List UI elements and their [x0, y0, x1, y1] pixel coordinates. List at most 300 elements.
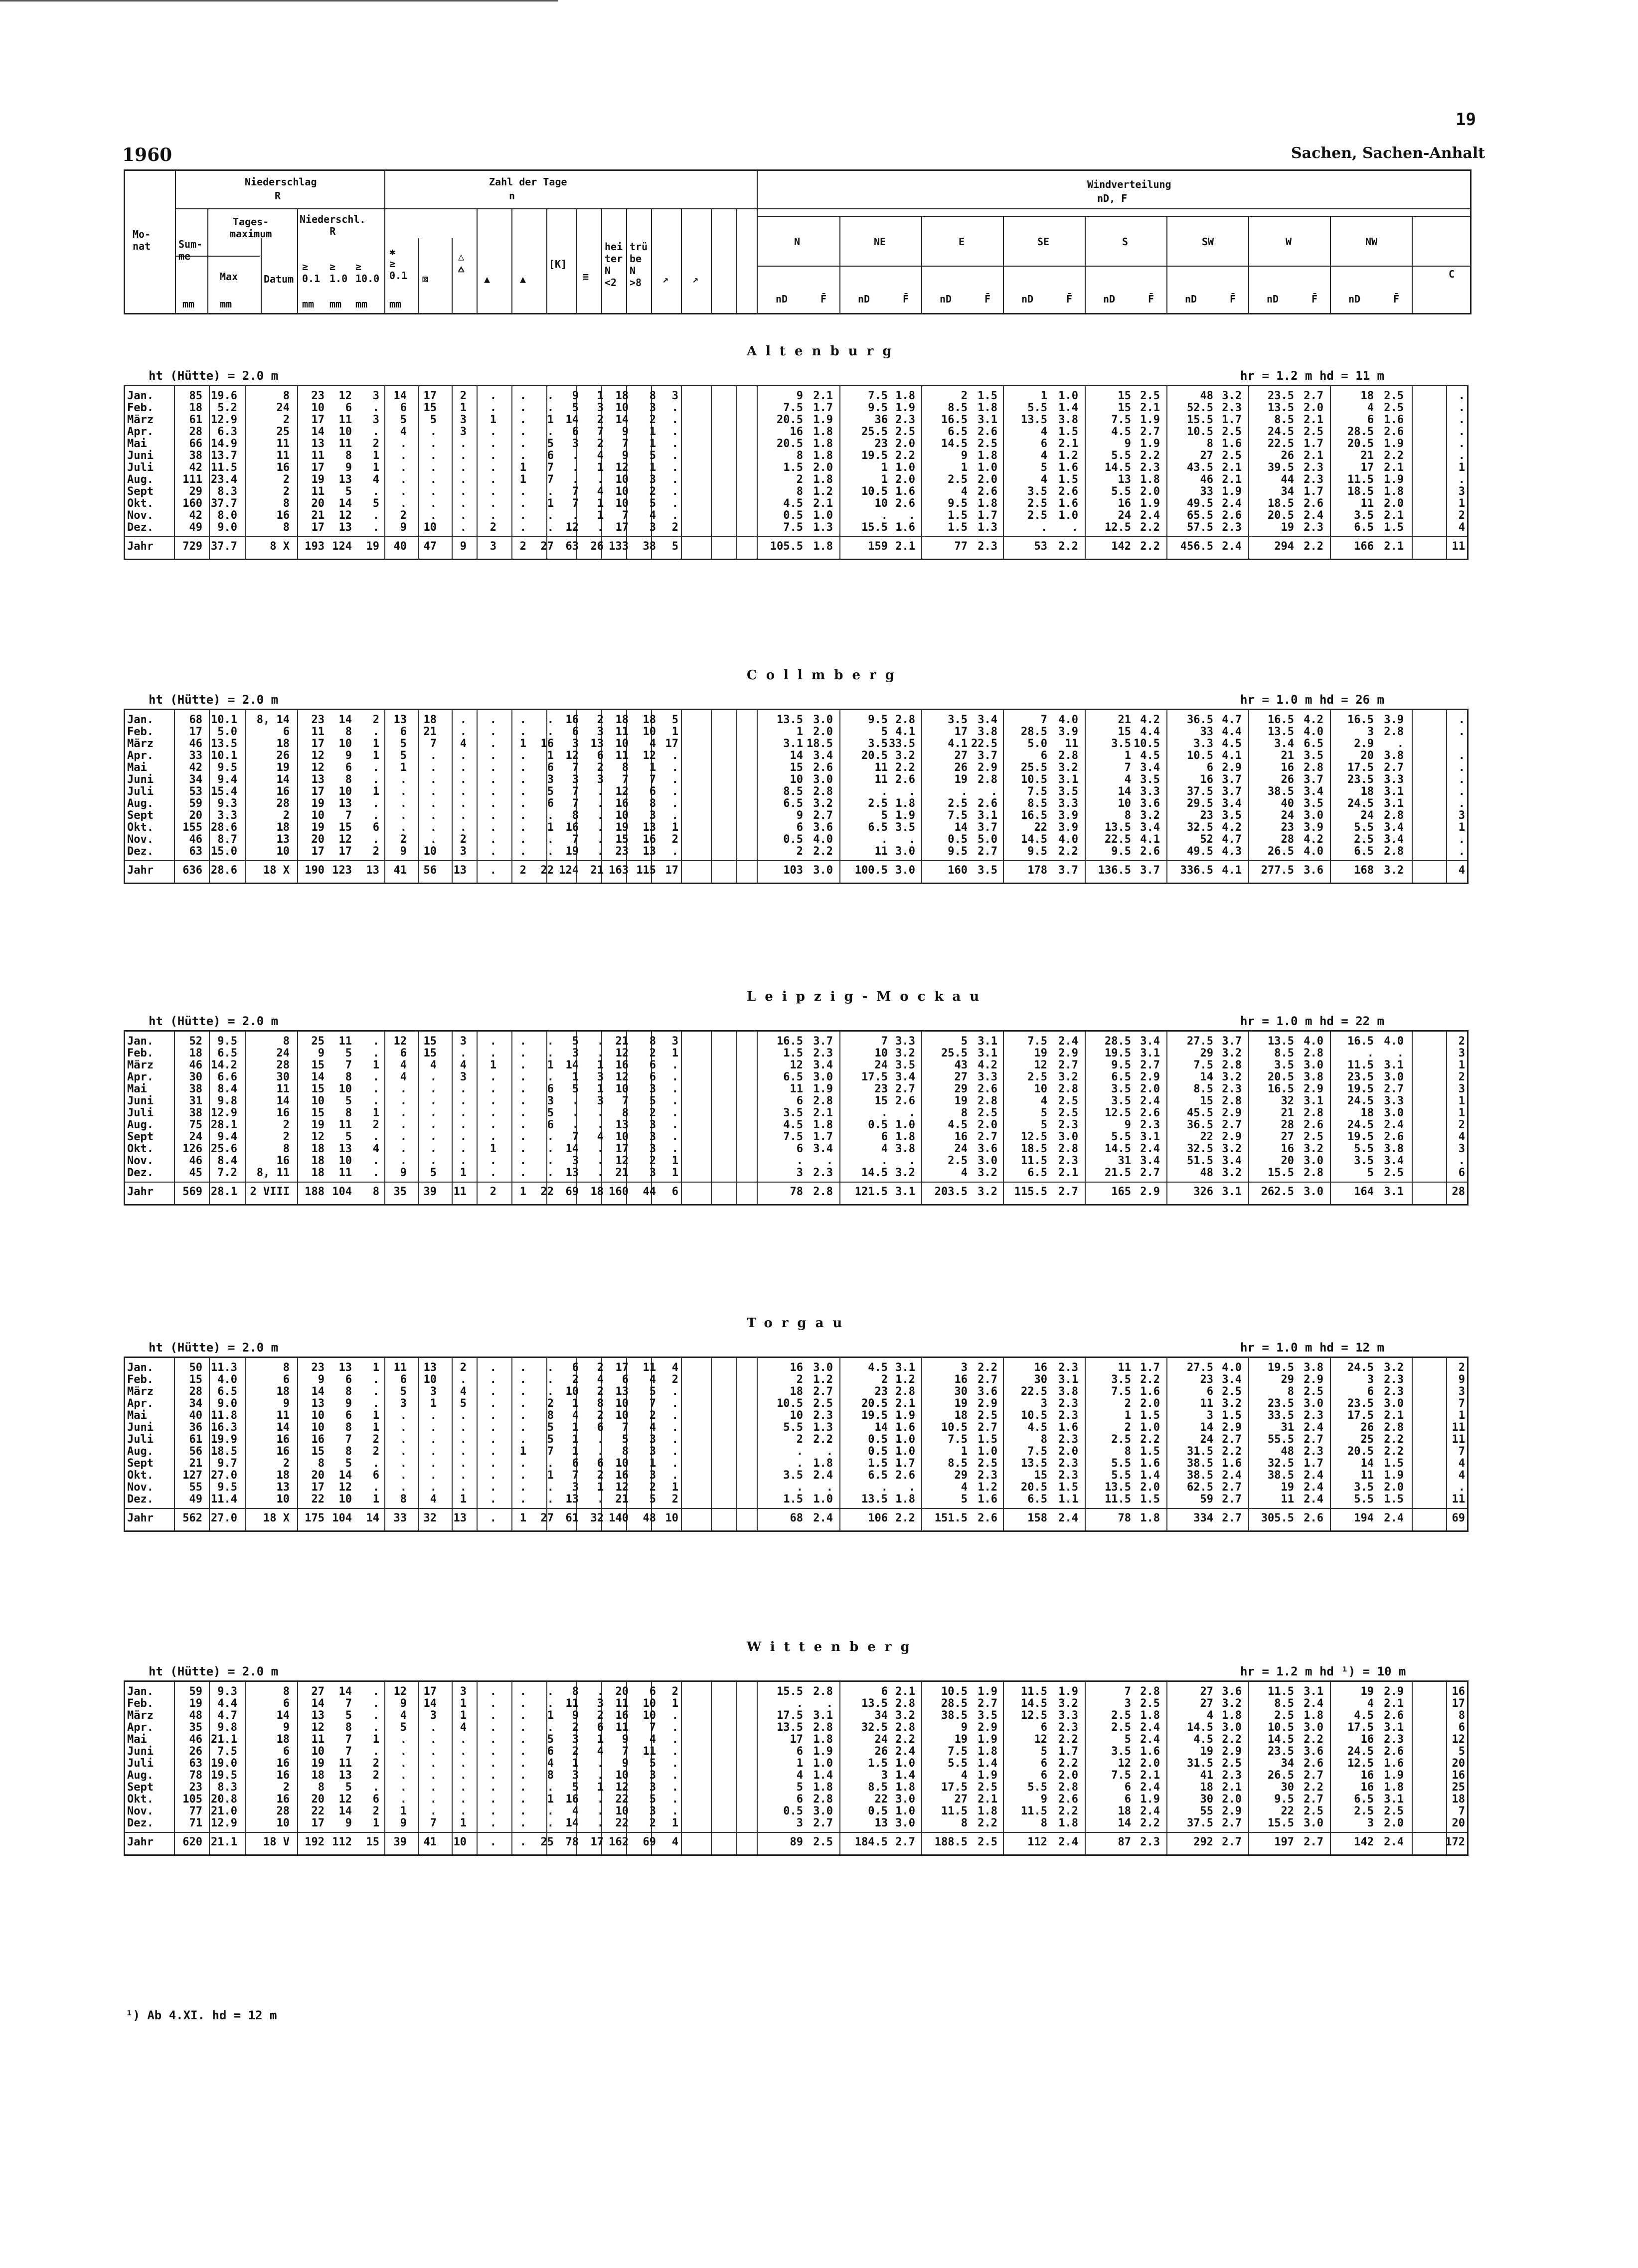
table-cell: . [519, 1119, 526, 1131]
table-cell: 3.7 [978, 750, 997, 762]
table-cell: 4 [597, 450, 604, 462]
table-cell: 15 [423, 1035, 437, 1048]
table-cell: 7 [622, 1745, 629, 1758]
table-cell: 2.7 [1304, 1433, 1323, 1446]
table-cell: 334 [1193, 1512, 1213, 1524]
nd-nw: nD [1348, 293, 1361, 305]
table-cell: 7 [622, 509, 629, 522]
table-cell: 2.9 [1222, 1805, 1242, 1817]
table-cell: 11.5 [941, 1805, 968, 1817]
table-cell: . [430, 1071, 437, 1083]
table-cell: 7 [1458, 1397, 1465, 1410]
table-cell: 4 [1367, 1697, 1374, 1710]
month-label: Nov. [127, 1481, 154, 1494]
table-cell: 8 [649, 797, 656, 810]
table-cell: . [1458, 390, 1465, 402]
table-cell: 3.0 [1304, 1186, 1323, 1198]
table-cell: 3 [649, 1131, 656, 1143]
table-cell: 1 [597, 461, 604, 474]
table-cell: 24.5 [1347, 1095, 1374, 1107]
table-cell: 3 [547, 1095, 554, 1107]
table-cell: 17.5 [777, 1709, 803, 1722]
table-cell: 2.3 [1304, 461, 1323, 474]
month-label: Jan. [127, 1361, 154, 1374]
table-cell: 15 [311, 1445, 325, 1458]
table-cell: 2.1 [895, 1397, 915, 1410]
table-cell: 6 [400, 402, 407, 414]
table-cell: . [597, 1445, 604, 1458]
table-cell: 15 [311, 1059, 325, 1071]
table-cell: 2.8 [1058, 1143, 1078, 1155]
table-cell: 8.5 [868, 1781, 888, 1794]
table-cell: 23 [1200, 1373, 1213, 1386]
table-cell: 2.8 [813, 785, 833, 798]
table-cell: 19.5 [1347, 1131, 1374, 1143]
table-cell: 2.5 [978, 1781, 997, 1794]
table-cell: 19 [311, 1757, 325, 1770]
table-cell: 33 [189, 750, 202, 762]
table-cell: 6 [400, 1047, 407, 1059]
table-cell: 6 [372, 1469, 379, 1482]
month-label: Feb. [127, 1373, 154, 1386]
table-cell: 104 [332, 1186, 352, 1198]
month-row [125, 1434, 1467, 1446]
table-cell: 7 [1124, 761, 1131, 774]
table-cell: . [490, 497, 496, 510]
table-cell: 2 [372, 1769, 379, 1782]
table-cell: 2.7 [1222, 1817, 1242, 1829]
month-row [125, 1806, 1467, 1817]
table-cell: 10 [615, 1805, 629, 1817]
table-cell: 19 [311, 473, 325, 486]
table-cell: . [597, 833, 604, 846]
table-cell: 2.2 [895, 1512, 915, 1524]
table-cell: 4.0 [1304, 1035, 1323, 1048]
table-cell: 19 [1281, 1481, 1294, 1494]
table-cell: 43 [954, 1059, 968, 1071]
month-label: März [127, 738, 154, 750]
table-cell: 23 [874, 1083, 888, 1095]
table-cell: 7.5 [948, 809, 968, 822]
table-cell: 1.4 [978, 1757, 997, 1770]
table-cell: 3.0 [813, 1071, 833, 1083]
table-cell: . [671, 1757, 678, 1770]
table-cell: 5 [400, 414, 407, 426]
table-cell: 4 [796, 1769, 803, 1782]
table-cell: 3 [671, 390, 678, 402]
table-cell: 16 [1281, 1143, 1294, 1155]
table-cell: 29 [1281, 1373, 1294, 1386]
month-row [125, 426, 1467, 438]
table-cell: 1 [519, 1445, 526, 1458]
table-cell: 5.5 [1111, 1457, 1131, 1470]
table-cell: 16 [954, 1131, 968, 1143]
table-cell: 3 [597, 1071, 604, 1083]
table-cell: 32.5 [1268, 1457, 1294, 1470]
table-cell: 7 [345, 1433, 352, 1446]
ge01-heading: ≥ 0.1 [302, 261, 321, 285]
table-cell: . [460, 438, 467, 450]
table-cell: . [671, 473, 678, 486]
table-cell: 3.1 [978, 1047, 997, 1059]
table-cell: 4.5 [868, 1361, 888, 1374]
table-cell: 23 [311, 714, 325, 726]
table-cell: . [597, 1107, 604, 1119]
table-cell: . [460, 785, 467, 798]
table-cell: . [430, 1409, 437, 1422]
table-cell: 2.3 [978, 1469, 997, 1482]
truebe-heading: trü be N >8 [630, 241, 648, 289]
table-cell: 8.0 [217, 509, 237, 522]
table-cell: 2 [283, 1781, 290, 1794]
table-cell: . [519, 1685, 526, 1698]
table-cell: . [460, 821, 467, 834]
table-cell: . [372, 1083, 379, 1095]
table-cell: 5 [1040, 1745, 1047, 1758]
month-label: Sept [127, 485, 154, 498]
table-cell: 3.0 [978, 1155, 997, 1167]
table-cell: 3.0 [1304, 809, 1323, 822]
station-ht: ht (Hütte) = 2.0 m [149, 369, 279, 383]
table-cell: 7 [572, 833, 579, 846]
table-cell: 121.5 [854, 1186, 888, 1198]
table-cell: . [430, 497, 437, 510]
table-cell: . [460, 761, 467, 774]
table-cell: 3 [649, 473, 656, 486]
table-cell: 1.0 [895, 1119, 915, 1131]
table-cell: 2.6 [1304, 1757, 1323, 1770]
table-cell: . [796, 1445, 803, 1458]
table-cell: 2.5 [1384, 1805, 1404, 1817]
table-cell: 16 [276, 1769, 290, 1782]
table-cell: 3 [1458, 1385, 1465, 1398]
month-label: Sept [127, 1131, 154, 1143]
table-cell: 2 [372, 438, 379, 450]
table-cell: 12 [338, 509, 352, 522]
table-cell: 0.5 [868, 1445, 888, 1458]
table-cell: . [519, 497, 526, 510]
station-hr-hd: hr = 1.2 m hd = 11 m [1240, 369, 1384, 383]
table-cell: 1 [372, 1059, 379, 1071]
table-cell: 20.5 [1268, 1071, 1294, 1083]
table-cell: 2 [597, 414, 604, 426]
table-cell: 5 [1040, 461, 1047, 474]
table-cell: 5 [649, 1493, 656, 1506]
table-cell: 5 [400, 1721, 407, 1734]
region-label: Sachen, Sachen-Anhalt [1291, 145, 1485, 162]
table-cell: 175 [305, 1512, 325, 1524]
table-cell: 2.2 [1384, 450, 1404, 462]
table-cell: 1.9 [895, 809, 915, 822]
table-cell: 5 [649, 497, 656, 510]
table-cell: 7 [622, 438, 629, 450]
table-cell: 3.8 [1304, 1071, 1323, 1083]
table-cell: 12 [311, 1131, 325, 1143]
table-cell: 41 [393, 864, 407, 877]
table-cell: 1 [430, 1397, 437, 1410]
table-cell: 4 [547, 1757, 554, 1770]
table-cell: . [826, 1481, 833, 1494]
table-cell: 2.6 [895, 1095, 915, 1107]
table-cell: 4.1 [1222, 750, 1242, 762]
table-cell: 2.8 [813, 1095, 833, 1107]
table-cell: 4 [1040, 1095, 1047, 1107]
table-cell: 4 [400, 1071, 407, 1083]
table-cell: 9 [460, 540, 467, 553]
table-cell: 1.0 [978, 461, 997, 474]
table-cell: 1 [671, 1481, 678, 1494]
table-cell: 7.5 [217, 1745, 237, 1758]
table-cell: 24.5 [1347, 1361, 1374, 1374]
table-cell: 9 [796, 390, 803, 402]
dir-se: SE [1037, 236, 1050, 248]
table-cell: 7.5 [868, 390, 888, 402]
table-cell: 1.5 [1384, 521, 1404, 534]
table-cell: 292 [1193, 1836, 1213, 1848]
table-cell: 16 [565, 714, 579, 726]
table-cell: 4.2 [1304, 714, 1323, 726]
table-cell: 3.5 [1304, 750, 1323, 762]
table-cell: . [372, 1167, 379, 1179]
table-cell: . [430, 1745, 437, 1758]
table-cell: 1.2 [1058, 450, 1078, 462]
table-cell: 4 [430, 1493, 437, 1506]
table-cell: 2.2 [1140, 1817, 1160, 1829]
table-cell: 1.0 [895, 1445, 915, 1458]
table-cell: 24 [874, 1733, 888, 1746]
table-cell: 14 [954, 821, 968, 834]
table-cell: . [597, 1155, 604, 1167]
table-cell: 10 [790, 773, 803, 786]
month-row [125, 1710, 1467, 1722]
month-row [125, 726, 1467, 738]
table-cell: 49 [189, 521, 202, 534]
table-cell: 1 [1124, 1409, 1131, 1422]
table-cell: 19.5 [861, 450, 888, 462]
table-cell: 11 [790, 1083, 803, 1095]
table-cell: 2.8 [1304, 761, 1323, 774]
table-cell: . [547, 1361, 554, 1374]
table-cell: 2.5 [1384, 390, 1404, 402]
table-cell: 1 [1458, 821, 1465, 834]
table-cell: 3.0 [813, 1361, 833, 1374]
table-cell: 11 [338, 438, 352, 450]
table-cell: 15 [189, 1373, 202, 1386]
month-row [125, 462, 1467, 474]
table-cell: 4.2 [978, 1059, 997, 1071]
table-cell: 20 [311, 1793, 325, 1806]
table-cell: 3.1 [1140, 1131, 1160, 1143]
table-cell: 33.5 [1268, 1409, 1294, 1422]
table-cell: 0.5 [868, 1433, 888, 1446]
table-cell: 1 [519, 473, 526, 486]
table-cell: 4 [1040, 473, 1047, 486]
table-cell: 2 [460, 390, 467, 402]
table-cell: 10.5 [941, 1685, 968, 1698]
table-cell: 8 [1124, 1445, 1131, 1458]
table-cell: . [400, 461, 407, 474]
table-cell: 562 [182, 1512, 202, 1524]
table-cell: . [519, 1733, 526, 1746]
table-cell: 3.3 [1384, 773, 1404, 786]
table-cell: 3.9 [1058, 821, 1078, 834]
table-cell: 28.6 [211, 864, 237, 877]
table-cell: 2.8 [978, 1095, 997, 1107]
table-cell: 2.4 [1140, 509, 1160, 522]
table-cell: 6.5 [217, 1385, 237, 1398]
table-cell: . [671, 1709, 678, 1722]
table-cell: 55 [1200, 1805, 1213, 1817]
month-row [125, 510, 1467, 522]
table-cell: 1.7 [1304, 1457, 1323, 1470]
table-cell: 5 [345, 1095, 352, 1107]
table-cell: 20.8 [211, 1793, 237, 1806]
table-cell: 1.7 [1304, 438, 1323, 450]
table-cell: 13 [393, 714, 407, 726]
table-cell: . [400, 1445, 407, 1458]
table-cell: . [597, 1757, 604, 1770]
table-cell: 17 [790, 1733, 803, 1746]
table-cell: . [460, 1155, 467, 1167]
table-cell: . [671, 1107, 678, 1119]
table-cell: 193 [305, 540, 325, 553]
table-cell: 10 [423, 1373, 437, 1386]
table-cell: 3 [1124, 1697, 1131, 1710]
table-cell: 13.5 [1105, 821, 1131, 834]
table-cell: 26.5 [1268, 845, 1294, 858]
table-cell: . [519, 1709, 526, 1722]
table-cell: 2 [1458, 1035, 1465, 1048]
table-cell: 29 [189, 485, 202, 498]
table-cell: 71 [189, 1817, 202, 1829]
table-cell: 2.5 [1058, 1107, 1078, 1119]
table-cell: 2.5 [1304, 1131, 1323, 1143]
table-cell: . [519, 390, 526, 402]
table-cell: 3 [649, 1167, 656, 1179]
table-cell: 4.3 [1222, 845, 1242, 858]
table-cell: 17 [311, 845, 325, 858]
table-cell: 17 [311, 521, 325, 534]
table-cell: . [519, 1397, 526, 1410]
table-cell: 1 [597, 1781, 604, 1794]
table-cell: 6.5 [868, 821, 888, 834]
table-cell: 10.1 [211, 750, 237, 762]
table-cell: 326 [1193, 1186, 1213, 1198]
table-cell: 6 [649, 1059, 656, 1071]
month-row [125, 1036, 1467, 1048]
table-cell: . [519, 1781, 526, 1794]
table-cell: 2.5 [1222, 1757, 1242, 1770]
table-cell: 3 [597, 402, 604, 414]
table-cell: . [671, 438, 678, 450]
table-cell: 18 [276, 1469, 290, 1482]
table-cell: 2 [372, 714, 379, 726]
table-cell: 1 [572, 1397, 579, 1410]
table-cell: . [547, 845, 554, 858]
table-cell: 6 [400, 726, 407, 738]
table-cell: 12 [615, 1047, 629, 1059]
table-cell: 10 [615, 485, 629, 498]
table-cell: 1.6 [1058, 497, 1078, 510]
table-cell: 6 [372, 821, 379, 834]
table-cell: 3.6 [1222, 1685, 1242, 1698]
table-cell: . [400, 773, 407, 786]
table-cell: 2.4 [1304, 509, 1323, 522]
table-cell: 1.6 [895, 521, 915, 534]
table-cell: 3.8 [1384, 750, 1404, 762]
table-cell: 1.8 [1140, 1709, 1160, 1722]
month-label: Juni [127, 450, 154, 462]
table-cell: 2.6 [978, 426, 997, 438]
table-cell: 8.5 [1193, 1083, 1213, 1095]
table-cell: 2.5 [1140, 1697, 1160, 1710]
table-cell: 37.7 [211, 497, 237, 510]
table-cell: . [1458, 761, 1465, 774]
table-cell: 3 [460, 1035, 467, 1048]
table-cell: 11.5 [1021, 1685, 1047, 1698]
table-cell: 1.8 [1384, 1781, 1404, 1794]
table-cell: 1.9 [1058, 1685, 1078, 1698]
table-cell: 2.9 [1304, 1083, 1323, 1095]
table-cell: 5 [345, 1781, 352, 1794]
table-cell: 3 [961, 1361, 968, 1374]
table-cell: 30 [954, 1385, 968, 1398]
month-row [125, 1770, 1467, 1782]
table-cell: 18.5 [1347, 485, 1374, 498]
table-cell: 19 [366, 540, 379, 553]
table-cell: 20.5 [861, 1397, 888, 1410]
table-cell: . [460, 1781, 467, 1794]
table-cell: 21 [590, 864, 604, 877]
table-cell: 6.3 [217, 426, 237, 438]
month-label: Aug. [127, 1445, 154, 1458]
table-cell: 3.1 [895, 1361, 915, 1374]
table-cell: 12 [1118, 1757, 1131, 1770]
table-cell: 31 [1281, 1421, 1294, 1434]
table-cell: 11 [311, 726, 325, 738]
table-cell: 10 [615, 402, 629, 414]
table-cell: 1.5 [948, 509, 968, 522]
table-cell: 203.5 [934, 1186, 968, 1198]
table-cell: 15 [423, 402, 437, 414]
month-label: Mai [127, 438, 147, 450]
table-cell: 4.1 [1140, 833, 1160, 846]
table-cell: 6.6 [217, 1071, 237, 1083]
table-cell: 36 [874, 414, 888, 426]
table-cell: 59 [189, 797, 202, 810]
table-cell: 3 [1367, 1373, 1374, 1386]
table-cell: . [490, 797, 496, 810]
month-label: Jahr [127, 1836, 154, 1848]
table-cell: 166 [1354, 540, 1374, 553]
table-cell: 32 [590, 1512, 604, 1524]
table-cell: . [460, 1793, 467, 1806]
table-cell: 6 [597, 1721, 604, 1734]
table-cell: 2 [649, 1107, 656, 1119]
table-cell: 3 [490, 540, 496, 553]
table-cell: 2.3 [1384, 1385, 1404, 1398]
table-cell: . [671, 1131, 678, 1143]
table-cell: 4.0 [1058, 714, 1078, 726]
table-cell: 11.4 [211, 1493, 237, 1506]
tagesmaximum-heading: Tages- maximum [230, 216, 272, 240]
table-cell: 3.1 [813, 1709, 833, 1722]
table-cell: 10 [311, 402, 325, 414]
month-label: Sept [127, 1781, 154, 1794]
table-cell: 14 [1200, 1421, 1213, 1434]
table-cell: 1 [519, 461, 526, 474]
table-cell: . [547, 485, 554, 498]
